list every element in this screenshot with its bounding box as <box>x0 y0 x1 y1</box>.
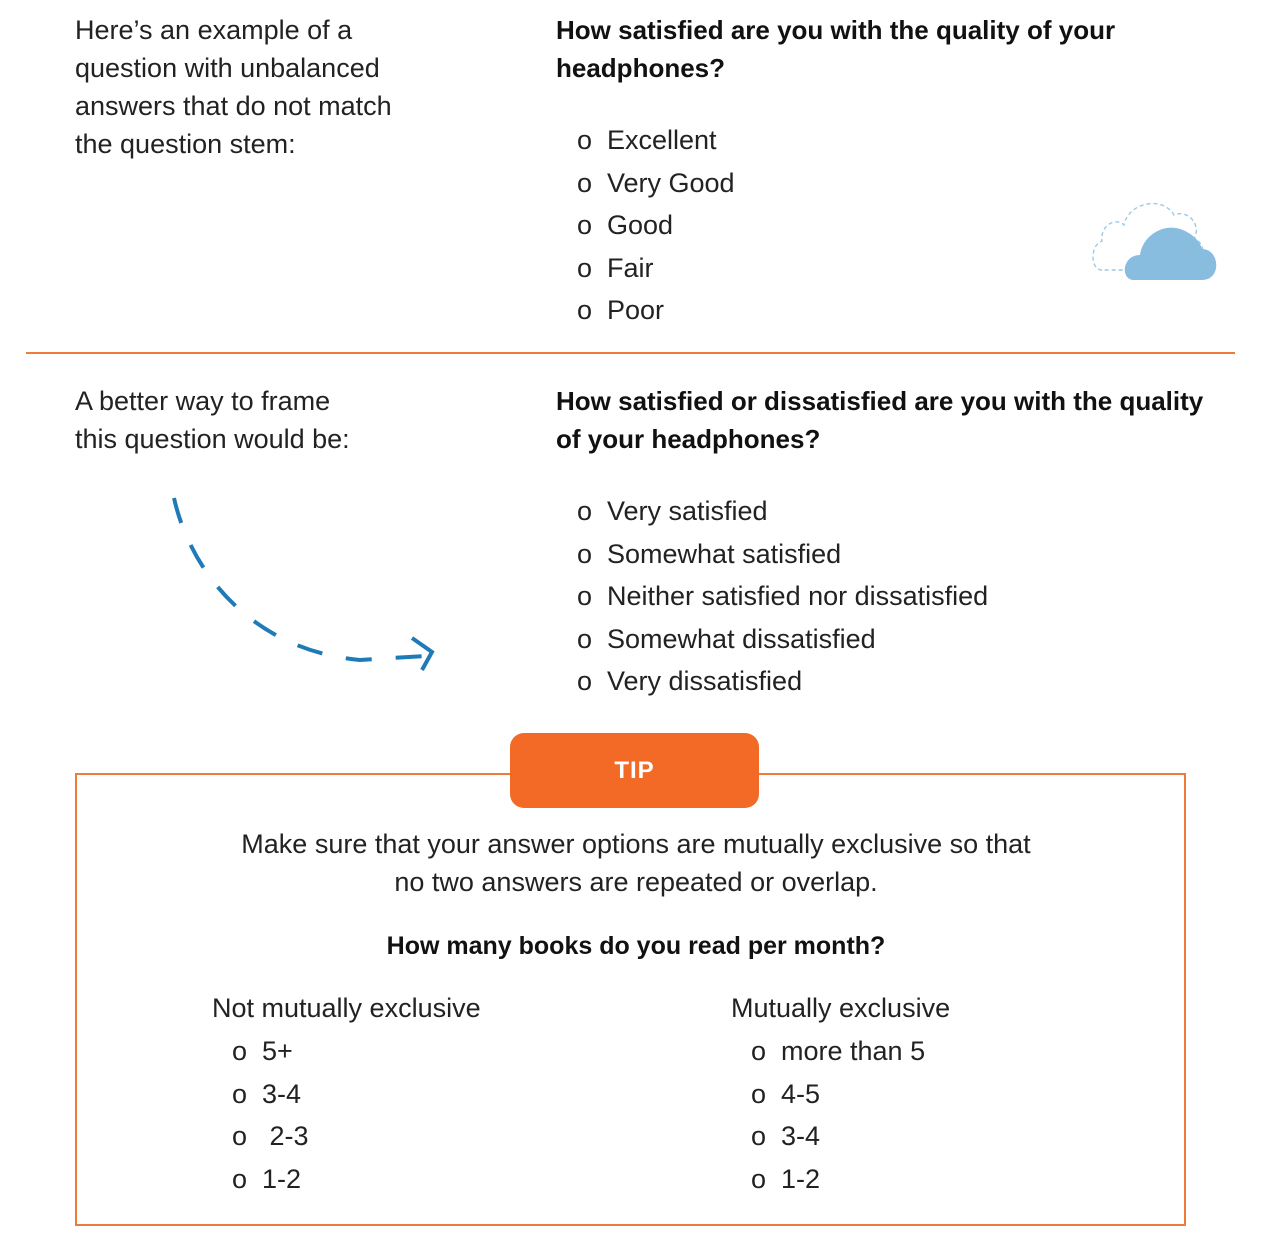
bullet: o <box>232 1078 248 1109</box>
bullet: o <box>232 1163 248 1194</box>
answer-label: Good <box>607 210 674 240</box>
answer-option <box>577 575 988 618</box>
better-question-line: of your headphones? <box>556 424 821 454</box>
tip-badge: TIP <box>510 733 759 808</box>
tip-question: How many books do you read per month? <box>386 932 886 960</box>
section-divider <box>26 352 1235 354</box>
bullet: o <box>577 167 593 198</box>
exclusive-list <box>751 1030 925 1200</box>
answer-label: 3-4 <box>262 1078 302 1109</box>
bullet: o <box>577 538 593 569</box>
answer-label: 5+ <box>262 1036 293 1066</box>
answer-option <box>232 1158 309 1201</box>
bullet: o <box>577 252 593 283</box>
answer-option <box>577 618 988 661</box>
bullet: o <box>577 210 593 240</box>
tip-text-line: no two answers are repeated or overlap. <box>394 867 878 897</box>
example-question-line: headphones? <box>556 53 726 83</box>
example-answer-list <box>577 119 735 332</box>
answer-label: 2-3 <box>262 1121 309 1151</box>
answer-option <box>577 533 988 576</box>
answer-option <box>577 660 988 703</box>
answer-option <box>577 289 735 332</box>
answer-option <box>577 490 988 533</box>
better-question-line: How satisfied or dissatisfied are you with the quality <box>556 386 1204 416</box>
tip-text-line: Make sure that your answer options are mutually exclusive so that <box>241 829 1031 859</box>
bullet: o <box>577 496 593 526</box>
not-exclusive-heading: Not mutually exclusive <box>212 993 481 1023</box>
bullet: o <box>751 1163 767 1194</box>
example-intro-line: answers that do not match <box>75 91 392 121</box>
answer-option <box>577 204 735 247</box>
better-intro-line: this question would be: <box>75 424 350 454</box>
bullet: o <box>577 295 593 325</box>
better-question <box>556 382 1203 458</box>
answer-label: Neither satisfied nor dissatisfied <box>607 581 989 611</box>
answer-option <box>577 162 735 205</box>
dashed-curved-arrow-icon <box>160 490 450 680</box>
answer-option <box>751 1030 925 1073</box>
better-intro <box>75 382 350 458</box>
answer-label: 1-2 <box>781 1163 821 1194</box>
answer-option <box>232 1115 309 1158</box>
better-answer-list <box>577 490 988 703</box>
answer-option <box>751 1115 925 1158</box>
bullet: o <box>577 623 593 654</box>
bullet: o <box>751 1121 767 1151</box>
answer-label: Somewhat dissatisfied <box>607 623 876 654</box>
answer-label: Poor <box>607 295 665 325</box>
example-intro-line: question with unbalanced <box>75 53 380 83</box>
answer-label: Excellent <box>607 125 717 155</box>
answer-option <box>751 1073 925 1116</box>
not-exclusive-list <box>232 1030 309 1200</box>
bullet: o <box>577 125 593 155</box>
answer-label: Somewhat satisfied <box>607 538 842 569</box>
answer-option <box>232 1030 309 1073</box>
answer-label: Very dissatisfied <box>607 666 803 696</box>
answer-label: 4-5 <box>781 1078 821 1109</box>
answer-label: Fair <box>607 252 654 283</box>
answer-label: Very satisfied <box>607 496 768 526</box>
bullet: o <box>232 1121 248 1151</box>
better-intro-line: A better way to frame <box>75 386 331 416</box>
bullet: o <box>751 1078 767 1109</box>
cloud-icon <box>1090 195 1220 285</box>
example-question-line: How satisfied are you with the quality of your <box>556 15 1116 45</box>
tip-text <box>150 825 1122 901</box>
answer-label: more than 5 <box>781 1036 926 1066</box>
answer-option <box>232 1073 309 1116</box>
example-intro-line: Here’s an example of a <box>75 15 353 45</box>
bullet: o <box>577 666 593 696</box>
bullet: o <box>232 1036 248 1066</box>
answer-label: 3-4 <box>781 1121 821 1151</box>
example-intro <box>75 11 392 163</box>
example-intro-line: the question stem: <box>75 129 296 159</box>
bullet: o <box>577 581 593 611</box>
answer-option <box>577 119 735 162</box>
answer-label: Very Good <box>607 167 735 198</box>
exclusive-heading: Mutually exclusive <box>731 993 951 1023</box>
answer-label: 1-2 <box>262 1163 302 1194</box>
answer-option <box>577 247 735 290</box>
answer-option <box>751 1158 925 1201</box>
bullet: o <box>751 1036 767 1066</box>
example-question <box>556 11 1115 87</box>
